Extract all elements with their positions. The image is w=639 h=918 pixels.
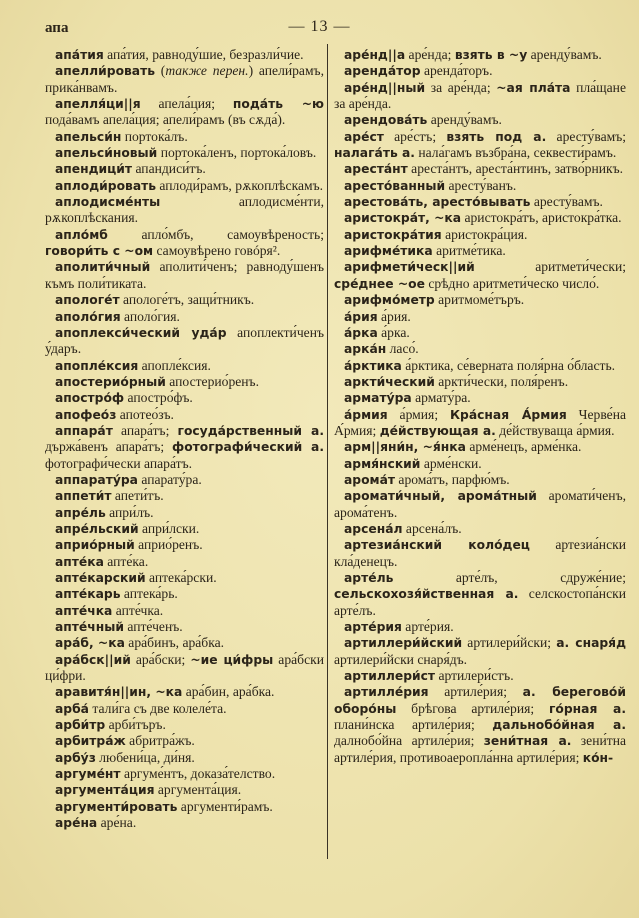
dictionary-entry — [45, 570, 324, 586]
dictionary-entry — [45, 505, 324, 521]
translation: артилери́стъ. — [435, 668, 514, 684]
headword: а́рктика — [344, 358, 402, 373]
headword: сельскохозя́йственная а. — [334, 587, 519, 602]
dictionary-entry — [334, 390, 626, 406]
headword: ара́б, ~ка — [55, 636, 125, 651]
dictionary-entry — [45, 619, 324, 635]
dictionary-entry — [334, 668, 626, 684]
translation: апри́лски. — [138, 520, 200, 536]
translation: армату́ра. — [411, 390, 471, 406]
translation: аплоди́рамъ, рѫкоплѣскамъ. — [156, 177, 324, 193]
headword: аплодисме́нты — [55, 195, 161, 210]
translation: аптека́рь. — [120, 586, 178, 602]
headword: аполити́чный — [55, 260, 151, 275]
translation: апте́чка. — [112, 602, 164, 618]
translation: апостро́фъ. — [124, 390, 193, 406]
headword: аре́нд||ный — [344, 80, 426, 95]
translation: аристокра́тъ, аристокра́тка. — [461, 210, 622, 226]
column-divider — [327, 44, 328, 859]
translation: за аре́нда; — [425, 79, 497, 95]
dictionary-entry — [334, 227, 626, 243]
dictionary-entry — [334, 358, 626, 374]
translation: аритмоме́търъ. — [434, 292, 525, 308]
dictionary-entry — [45, 717, 324, 733]
headword: аромати́чный, арома́тный — [344, 489, 537, 504]
dictionary-entry — [45, 815, 324, 831]
headword: фотографи́ческий а. — [172, 440, 324, 455]
translation: арби́търъ. — [105, 717, 166, 733]
dictionary-entry — [45, 766, 324, 782]
dictionary-entry — [45, 129, 324, 145]
headword: армату́ра — [344, 391, 412, 406]
translation: арсена́лъ. — [402, 520, 462, 536]
dictionary-entry — [45, 227, 324, 260]
headword: а. снаря́д — [556, 636, 626, 651]
headword: апте́ка — [55, 554, 104, 569]
translation: апоплекти́ченъ у́даръ. — [45, 324, 324, 357]
dictionary-entry — [334, 63, 626, 79]
translation: аре́нда; — [405, 47, 455, 62]
headword: апологе́т — [55, 293, 120, 308]
translation: аптека́рски. — [145, 570, 217, 585]
headword: аппети́т — [55, 489, 112, 504]
headword: говори́ть с ~ом — [45, 244, 154, 259]
dictionary-entry — [334, 537, 626, 570]
headword: аре́ст — [344, 129, 384, 144]
headword: аристокра́тия — [344, 227, 442, 242]
translation: артезиа́нски кла́денецъ. — [334, 537, 626, 569]
dictionary-entry — [334, 456, 626, 472]
dictionary-entry — [334, 243, 626, 259]
translation: ара́бин, ара́бка. — [182, 684, 275, 700]
headword: ко́н- — [582, 750, 614, 765]
dictionary-entry — [45, 537, 324, 553]
translation: апотео́зъ. — [116, 406, 174, 422]
dictionary-entry — [45, 488, 324, 504]
translation: ара́бинъ, ара́бка. — [124, 635, 225, 651]
dictionary-entry — [334, 341, 626, 357]
translation: а́рка. — [377, 324, 410, 340]
headword: арестова́ть, аресто́вывать — [344, 195, 531, 210]
translation: апандиси́тъ. — [132, 161, 206, 177]
translation: аромати́ченъ, арома́тенъ. — [334, 488, 626, 520]
translation: а́рмия; — [387, 406, 450, 422]
headword: апре́льский — [55, 521, 139, 536]
headword: ~ие ци́фры — [190, 652, 274, 667]
translation: Черве́на А́рмия; — [334, 406, 627, 438]
translation: апара́тъ; — [112, 422, 178, 438]
dictionary-entry — [45, 750, 324, 766]
headword: апендици́т — [55, 162, 133, 177]
translation: любени́ца, ди́ня. — [95, 749, 195, 765]
translation: брѣгова артиле́рия; — [396, 700, 549, 716]
dictionary-entry — [45, 161, 324, 177]
translation: апологе́тъ, защи́тникъ. — [119, 292, 255, 308]
headword: апостро́ф — [55, 391, 125, 406]
translation: аполо́гия. — [120, 308, 180, 324]
translation: апопле́ксия. — [138, 357, 211, 373]
headword: арбу́з — [55, 750, 96, 765]
dictionary-entry — [334, 325, 626, 341]
translation: апте́ченъ. — [123, 619, 183, 635]
dictionary-entry — [45, 701, 324, 717]
dictionary-entry — [45, 358, 324, 374]
dictionary-entry — [334, 292, 626, 308]
headword: апельси́новый — [55, 146, 158, 161]
headword: арома́т — [344, 472, 396, 487]
headword: взять под а. — [446, 129, 547, 144]
headword: аргуме́нт — [55, 767, 121, 782]
translation: ара́бски; — [130, 651, 191, 667]
translation: арме́нски. — [420, 455, 482, 471]
dictionary-entry — [334, 570, 626, 619]
translation: тали́га съ две колеле́та. — [89, 700, 227, 716]
headword: дальнобо́йная а. — [492, 718, 627, 733]
translation: портока́лъ. — [121, 128, 188, 144]
headword: апофео́з — [55, 407, 117, 422]
headword: аренда́тор — [344, 64, 421, 79]
translation: аресту́вамъ; — [546, 128, 627, 144]
dictionary-entry — [334, 684, 626, 766]
dictionary-entry — [334, 374, 626, 390]
headword: апелли́ровать — [55, 64, 155, 79]
headword: сре́днее ~ое — [334, 276, 425, 291]
translation: априо́ренъ. — [134, 537, 203, 553]
dictionary-entry — [45, 407, 324, 423]
dictionary-entry — [334, 407, 626, 440]
headword: пода́ть ~ю — [232, 97, 324, 112]
translation: аргументи́рамъ. — [177, 798, 273, 814]
headword: апелля́ци||я — [55, 97, 141, 112]
dictionary-entry — [334, 178, 626, 194]
usage-note: также перен. — [165, 63, 249, 79]
headword: апте́карский — [55, 571, 146, 585]
headword: арендова́ть — [344, 113, 428, 128]
headword: аппара́т — [55, 423, 113, 438]
headword: аравитя́н||ин, ~ка — [55, 685, 183, 700]
headword: ~ая пла́та — [496, 80, 571, 95]
headword: артиллери́ст — [344, 669, 436, 684]
translation: апа́тия, равноду́шие, безразли́чие. — [103, 47, 304, 62]
headword: аресто́ванный — [344, 178, 446, 193]
translation: селскостопа́нски арте́лъ. — [334, 586, 626, 618]
headword: го́рная а. — [548, 701, 626, 716]
headword: аполо́гия — [55, 309, 121, 324]
translation: аритме́тика. — [432, 243, 506, 259]
translation: пода́вамъ апела́ция; апели́рамъ (въ сѫда́). — [45, 112, 286, 128]
dictionary-entry — [45, 423, 324, 472]
headword: де́йствующая а. — [379, 423, 496, 438]
translation: фотографи́чески апара́тъ. — [45, 455, 193, 471]
translation: далнобо́йна артиле́рия; — [334, 733, 484, 749]
headword: арифмо́метр — [344, 293, 435, 308]
translation: аристокра́ция. — [441, 226, 528, 242]
translation: ( — [155, 63, 166, 79]
dictionary-entry — [334, 112, 626, 128]
dictionary-entry — [45, 472, 324, 488]
translation: апостерио́ренъ. — [165, 373, 259, 389]
translation: ареста́нтъ, ареста́нтинъ, затво́рникъ. — [407, 161, 624, 177]
translation: аритмети́чески; — [474, 259, 626, 275]
headword: арте́ль — [344, 571, 394, 585]
translation: арте́рия. — [401, 619, 454, 635]
dictionary-entry — [45, 309, 324, 325]
dictionary-entry — [334, 619, 626, 635]
dictionary-entry — [334, 488, 626, 521]
dictionary-entry — [45, 325, 324, 358]
translation: държа́венъ апара́тъ; — [45, 439, 173, 455]
headword: а́рия — [344, 309, 378, 324]
translation: де́йствуваща а́рмия. — [495, 422, 615, 438]
translation: аре́на. — [97, 815, 137, 831]
headword: а́рмия — [344, 407, 388, 422]
translation: аренду́вамъ. — [527, 47, 602, 62]
translation: аргумента́ция. — [154, 782, 242, 798]
translation: аресту́ванъ. — [445, 177, 517, 193]
headword: арте́рия — [344, 620, 402, 635]
translation: арома́тъ, парфю́мъ. — [395, 471, 510, 487]
dictionary-entry — [334, 635, 626, 668]
dictionary-entry — [334, 47, 626, 63]
headword: а. берегово́й оборо́ны — [334, 685, 626, 716]
headword: арм||яни́н, ~я́нка — [344, 440, 466, 455]
headword: аре́нд||а — [344, 48, 406, 62]
headword: взять в ~у — [454, 48, 528, 62]
dictionary-entry — [45, 684, 324, 700]
dictionary-entry — [334, 194, 626, 210]
headword: апло́мб — [55, 227, 108, 242]
headword: а́рка — [344, 325, 378, 340]
dictionary-entry — [45, 178, 324, 194]
headword: арифмети́ческ||ий — [344, 260, 475, 275]
dictionary-entry — [45, 733, 324, 749]
headword: апостерио́рный — [55, 374, 166, 389]
translation: пла́щане за аре́нда. — [334, 79, 626, 112]
dictionary-entry — [45, 259, 324, 292]
headword: апте́карь — [55, 587, 121, 602]
translation: нала́гамъ възбра́на, секвести́рамъ. — [414, 145, 617, 161]
dictionary-entry — [45, 292, 324, 308]
running-head: апа — [45, 20, 69, 36]
headword: артиллери́йский — [344, 636, 463, 651]
headword: аплоди́ровать — [55, 178, 157, 193]
headword: ара́бск||ий — [55, 652, 131, 667]
dictionary-entry — [334, 472, 626, 488]
translation: ласо́. — [386, 341, 419, 357]
dictionary-entry — [45, 586, 324, 602]
dictionary-entry — [45, 96, 324, 129]
translation: портока́ленъ, портока́ловъ. — [157, 145, 317, 161]
headword: аркти́ческий — [344, 374, 435, 389]
headword: аристокра́т, ~ка — [344, 211, 462, 226]
translation: апло́мбъ, самоувѣреность; — [107, 226, 324, 242]
headword: госуда́рственный а. — [177, 423, 324, 438]
dictionary-entry — [334, 521, 626, 537]
headword: аргумента́ция — [55, 783, 155, 798]
dictionary-entry — [45, 554, 324, 570]
translation: абритра́жъ. — [125, 733, 195, 749]
translation: артиле́рия; — [428, 684, 523, 700]
headword: апте́чка — [55, 603, 113, 618]
headword: апре́ль — [55, 505, 106, 520]
translation: аренду́вамъ. — [427, 112, 502, 128]
translation: аренда́торъ. — [420, 63, 493, 79]
translation: апри́лъ. — [105, 504, 154, 520]
translation: аргуме́нтъ, доказа́телство. — [120, 766, 276, 782]
headword: армя́нский — [344, 456, 421, 471]
dictionary-entry — [45, 603, 324, 619]
translation: а́рия. — [377, 308, 411, 324]
translation: ара́бски ци́фри. — [45, 651, 324, 684]
translation: апарату́ра. — [137, 471, 202, 487]
dictionary-entry — [334, 210, 626, 226]
translation: зени́тна артиле́рия, противоаеропла́нна артиле́рия; — [334, 733, 626, 765]
translation: аркти́чески, поля́ренъ. — [434, 373, 569, 389]
headword: аппарату́ра — [55, 472, 138, 487]
headword: арсена́л — [344, 521, 403, 536]
headword: налага́ть а. — [334, 146, 415, 161]
dictionary-entry — [334, 439, 626, 455]
translation: апела́ция; — [140, 96, 233, 112]
translation: арте́лъ, сдруже́ние; — [393, 570, 626, 585]
translation: апте́ка. — [103, 553, 149, 569]
headword: арби́тр — [55, 718, 106, 733]
translation: апети́тъ. — [111, 488, 164, 504]
headword: апопле́ксия — [55, 358, 139, 373]
headword: аргументи́ровать — [55, 799, 178, 814]
headword: арбитра́ж — [55, 734, 126, 749]
page-number: — 13 — — [288, 18, 351, 35]
headword: арба́ — [55, 701, 89, 716]
translation: ) апели́рамъ, прика́нвамъ. — [45, 63, 324, 95]
headword: апте́чный — [55, 620, 124, 635]
headword: арифме́тика — [344, 244, 433, 259]
dictionary-entry — [45, 635, 324, 651]
dictionary-entry — [45, 47, 324, 63]
translation: аполити́ченъ; равноду́шенъ къмъ поли́тиката. — [45, 259, 324, 291]
dictionary-entry — [45, 194, 324, 227]
headword: артилле́рия — [344, 685, 429, 700]
headword: ареста́нт — [344, 162, 408, 177]
left-column — [45, 47, 324, 832]
translation: аре́стъ; — [383, 128, 447, 144]
headword: артезиа́нский коло́дец — [344, 538, 530, 553]
translation: артилери́йски; — [462, 635, 557, 651]
translation: арме́нецъ, арме́нка. — [465, 439, 582, 455]
headword: Кра́сная А́рмия — [449, 407, 567, 422]
translation: самоувѣрено говóря². — [153, 243, 281, 259]
dictionary-entry — [45, 521, 324, 537]
dictionary-entry — [45, 799, 324, 815]
dictionary-entry — [45, 145, 324, 161]
headword: апа́тия — [55, 48, 104, 62]
dictionary-entry — [334, 259, 626, 292]
translation: аплодисме́нти, рѫкоплѣскания. — [45, 194, 324, 226]
headword: априо́рный — [55, 538, 135, 553]
dictionary-entry — [334, 129, 626, 162]
dictionary-entry — [45, 63, 324, 96]
translation: артилери́йски снаря́дъ. — [334, 651, 468, 667]
dictionary-entry — [334, 161, 626, 177]
headword: апоплекси́ческий уда́р — [55, 325, 227, 340]
right-column — [334, 47, 626, 766]
dictionary-entry — [334, 309, 626, 325]
headword: апельси́н — [55, 129, 122, 144]
headword: зени́тная а. — [483, 734, 572, 749]
translation: срѣдно аритмети́ческо число́. — [424, 275, 600, 291]
headword: аре́на — [55, 816, 98, 831]
translation: аресту́вамъ. — [530, 194, 603, 210]
translation: а́рктика, се́верната поля́рна о́бласть. — [401, 357, 616, 373]
dictionary-entry — [45, 782, 324, 798]
dictionary-entry — [45, 652, 324, 685]
dictionary-entry — [45, 390, 324, 406]
headword: арка́н — [344, 342, 387, 357]
dictionary-entry — [334, 80, 626, 113]
translation: плани́нска артиле́рия; — [334, 717, 493, 733]
dictionary-entry — [45, 374, 324, 390]
